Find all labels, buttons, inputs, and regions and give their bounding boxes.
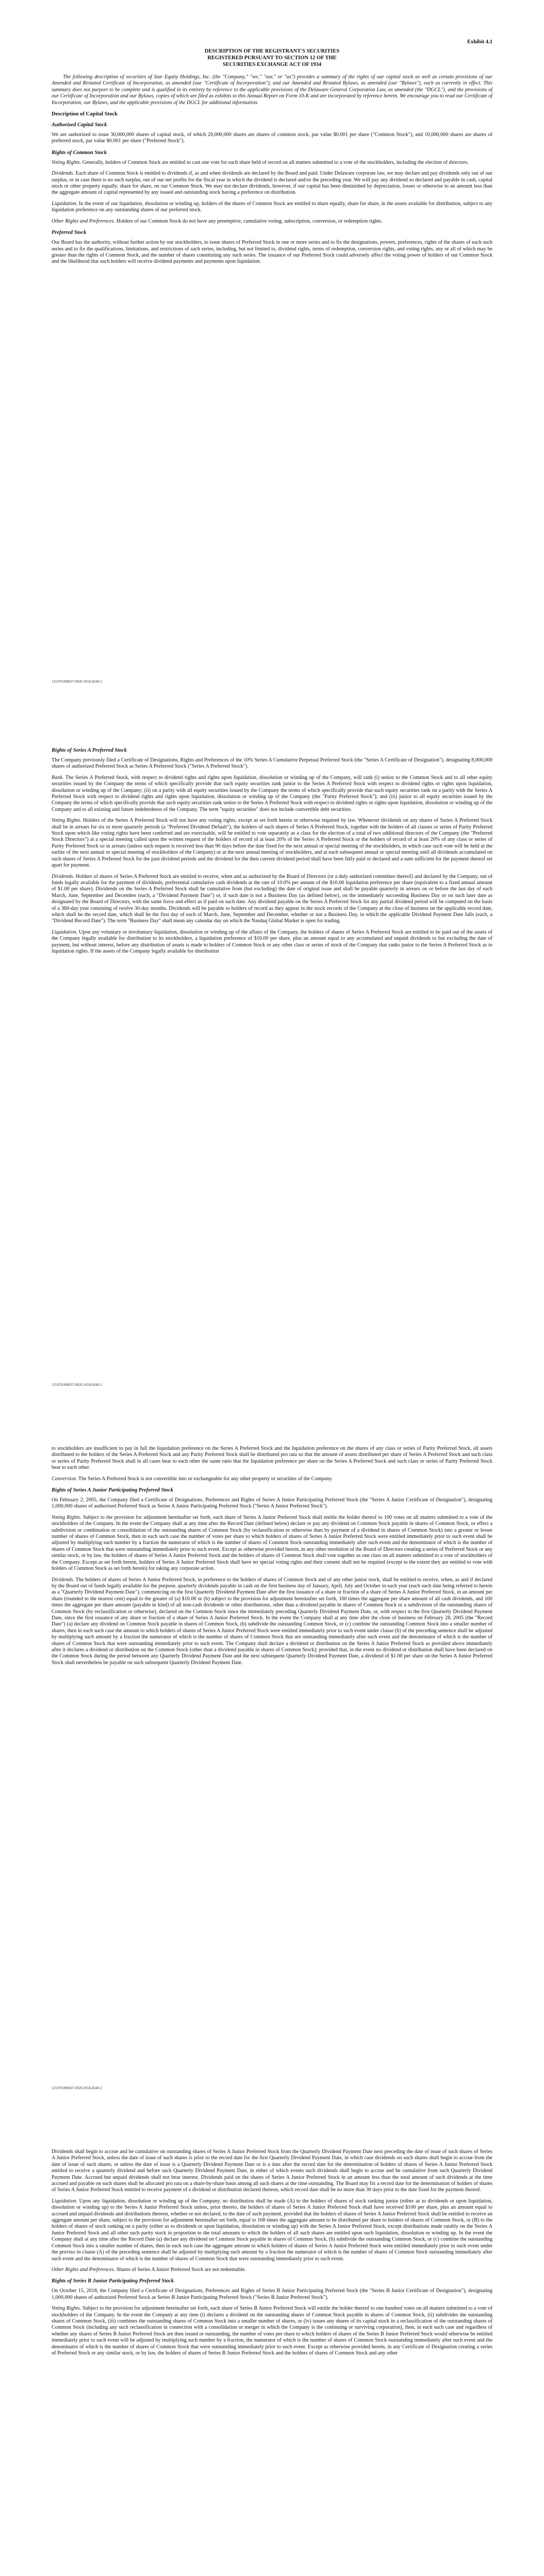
section-heading-preferred-stock: Preferred Stock	[52, 230, 87, 236]
common-dividends-paragraph	[52, 171, 492, 196]
series-a-liquidation-continued: to stockholders are insufficient to pay in full the liquidation preference on the Series A Preferred Stock and the liquidation preference on the shares of any class or series of Parity Preferred Stock, all assets distributed to the holders of the Series A Preferred Stock and any Parity Preferred Stock shall be distributed pro rata so that the amount of assets distributed per share of Series A Preferred Stock and such class or series of Parity Preferred Stock shall in all cases bear to each other the same ratio that the liquidation preference per share on the Series A Preferred Stock and such class or series of Parity Preferred Stock bear to each other.	[52, 1446, 492, 1471]
common-voting-paragraph	[52, 160, 492, 166]
paragraph-text: The holders of shares of Series A Junior Preferred Stock, in preference to the holders of shares of Common Stock and of any other junior stock, shall be entitled to receive, when, as and if declared by the Board out of funds legally available for the purpose, quarterly dividends payable in cash on the first business day of January, April, July and October in each year (each such date being referred to herein as a "Quarterly Dividend Payment Date"), commencing on the first Quarterly Dividend Payment Date after the first issuance of a share or fraction of a share of Series A Junior Preferred Stock, in an amount per share (rounded to the nearest cent) equal to the greater of (a) $10.00 or (b) subject to the provision for adjustment hereinafter set forth, 100 times the aggregate per share amount of all cash dividends, and 100 times the aggregate per share amount (payable in kind) of all non-cash dividends or other distributions, other than a dividend payable in shares of Common Stock or a subdivision of the outstanding shares of Common Stock (by reclassification or otherwise), declared on the Common Stock since the immediately preceding Quarterly Dividend Payment Date, or, with respect to the first Quarterly Dividend Payment Date, since the first issuance of any share or fraction of a share of Series A Junior Preferred Stock. In the event the Company shall at any time after the close of business on February 28, 2005 (the "Record Date") (a) declare any dividend on Common Stock payable in shares of Common Stock, (b) subdivide the outstanding Common Stock, or (c) combine the outstanding Common Stock into a smaller number of shares, then in each such case the amount to which holders of shares of Series A Junior Preferred Stock were entitled immediately prior to such event under clause (b) of the preceding sentence shall be adjusted by multiplying such amount by a fraction the numerator of which is the number of shares of Common Stock that are outstanding immediately after such event and the denominator of which is the number of shares of Common Stock that were outstanding immediately prior to such event. The Company shall declare a dividend or distribution on the Series A Junior Preferred Stock as provided above immediately after it declares a dividend or distribution on the Common Stock (other than a dividend payable in shares of Common Stock); provided that, in the event no dividend or distribution shall have been declared on the Common Stock during the period between any Quarterly Dividend Payment Date and the next subsequent Quarterly Dividend Payment Date, a dividend of $1.00 per share on the Series A Junior Preferred Stock shall nevertheless be payable on such subsequent Quarterly Dividend Payment Date.	[52, 1577, 492, 1666]
page-2	[0, 703, 544, 1406]
section-heading-series-b-junior: Rights of Series B Junior Participating Preferred Stock	[52, 2278, 174, 2284]
lead-label: Other Rights and Preferences.	[52, 218, 116, 224]
lead-label: Voting Rights.	[52, 818, 81, 824]
section-heading-series-a: Rights of Series A Preferred Stock	[52, 748, 127, 753]
preferred-paragraph: Our Board has the authority, without further action by our stockholders, to issue shares of Preferred Stock in one or more series and to fix the designations, powers, preferences, rights of the shares of each such series and to fix the qualifications, limitations, and restrictions of such series, including, but not limited to, dividend rights, terms of redemption, conversion rights, and voting rights, any or all of which may be greater than the rights of Common Stock, and the number of shares constituting any such series. The issuance of our Preferred Stock could adversely affect the voting power of holders of our Common Stock and the likelihood that such holders will receive dividend payments and payments upon liquidation.	[52, 240, 492, 265]
document-title	[52, 48, 492, 68]
title-line: SECURITIES EXCHANGE ACT OF 1934	[222, 62, 322, 67]
common-other-paragraph	[52, 218, 492, 225]
series-b-junior-voting-paragraph	[52, 2306, 492, 2357]
lead-label: Liquidation.	[52, 2198, 78, 2204]
paragraph-text: Holders of the Series A Preferred Stock will not have any voting rights, except as set forth herein or otherwise required by law. Whenever dividends on any shares of Series A Preferred Stock shall be in arrears for six or more quarterly periods (a "Preferred Dividend Default"), the holders of such shares of Series A Preferred Stock, together with the holders of all classes or series of Parity Preferred Stock upon which like voting rights have been conferred and are exercisable, will be entitled to vote separately as a class for the election of a total of two additional directors of the Company (the "Preferred Stock Directors") at a special meeting called upon the written request of the holders of record of at least 20% of the Series A Preferred Stock or the holders of record of at least 20% of any class or series of Parity Preferred Stock so in arrears (unless such request is received less than 90 days before the date fixed for the next annual or special meeting of the stockholders, in which case such vote will be held at the earlier of the next annual or special meeting of stockholders of the Company) or at the next annual meeting of stockholders, and at each subsequent annual or special meeting until all dividends accumulated on such shares of Series A Preferred Stock for the past dividend periods and the dividend for the then current dividend period shall have been fully paid or declared and a sum sufficient for the payment thereof set apart for payment.	[52, 818, 492, 869]
series-a-junior-voting-paragraph	[52, 1515, 492, 1572]
paragraph-text: Holders of shares of Series A Preferred Stock are entitled to receive, when and as authorized by the Board of Directors (or a duly authorized committee thereof) and declared by the Company, out of funds legally available for the payment of dividends, preferential cumulative cash dividends at the rate of 10.0% per annum of the $10.00 liquidation preference per share (equivalent to a fixed annual amount of $1.00 per share). Dividends on the Series A Preferred Stock shall be cumulative from (but excluding) the date of original issue and shall be payable quarterly in arrears on or before the last day of each March, June, September and December (each, a "Dividend Payment Date") or, if such date is not a Business Day (as defined below), on the immediately succeeding Business Day or on such later date as designated by the Board of Directors, with the same force and effect as if paid on such date. Any dividend payable on the Series A Preferred Stock for any partial dividend period will be computed on the basis of a 360-day year consisting of twelve 30-day months. Dividends will be payable to holders of record as they appear in the stock records of the Company at the close of business on the applicable record date, which shall be the record date, which shall be the first day of each of March, June, September and December, whether or not a Business Day, in which the applicable Dividend Payment Date falls (each, a "Dividend Record Date"). The term "Business Day" shall mean any calendar day on which the Nasdaq Global Market is open for trading.	[52, 873, 493, 924]
lead-label: Voting Rights.	[52, 1514, 81, 1520]
paragraph-text: The Series A Preferred Stock is not convertible into or exchangeable for any other property or securities of the Company.	[78, 1476, 333, 1482]
authorized-paragraph: We are authorized to issue 30,000,000 shares of capital stock, of which 20,000,000 shares are shares of common stock, par value $0.001 per share ("Common Stock"), and 10,000,000 shares are shares of preferred stock, par value $0.001 per share ("Preferred Stock").	[52, 132, 492, 144]
series-a-junior-dividends-paragraph	[52, 1577, 492, 1667]
series-a-liquidation-paragraph	[52, 929, 492, 955]
lead-label: Dividends.	[52, 171, 74, 177]
footer-code: 125978.000037/4920-3658-8240.2	[52, 680, 102, 684]
lead-label: Conversion.	[52, 1476, 77, 1482]
common-liquidation-paragraph	[52, 201, 492, 214]
series-a-junior-intro-paragraph: On February 2, 2005, the Company filed a Certificate of Designations, Preferences and Rights of Series A Junior Participating Preferred Stock (the "Series A Junior Certificate of Designation"), designating 1,000,000 shares of authorized Preferred Stock as Series A Junior Participating Preferred Stock ("Series A Junior Preferred Stock").	[52, 1497, 492, 1510]
lead-label: Dividends.	[52, 873, 74, 879]
footer-code: 125978.000037/4920-3658-8240.2	[52, 2086, 102, 2090]
intro-paragraph: The following description of securities of Star Equity Holdings, Inc. (the "Company," "we," "our," or "us") provides a summary of the rights of our capital stock as well as certain provisions of our Amended and Restated Certificate of Incorporation, as amended (our "Certificate of Incorporation"), and our Amended and Restated Bylaws, as amended (our "Bylaws"), each as currently in effect. This summary does not purport to be complete and is qualified in its entirety by reference to the applicable provisions of the Delaware General Corporation Law, as amended (the "DGCL"), and the provisions of our Certificate of Incorporation and our Bylaws, copies of which are filed as exhibits to this Annual Report on Form 10-K and are incorporated by reference herein. We encourage you to read our Certificate of Incorporation, our Bylaws, and the applicable provisions of the DGCL for additional information.	[52, 74, 492, 106]
paragraph-text: Holders of our Common Stock do not have any preemptive, cumulative voting, subscription, conversion, or redemption rights.	[116, 218, 383, 224]
lead-label: Rank.	[52, 774, 64, 781]
footer-code: 125978.000037/4920-3658-8240.2	[52, 1383, 102, 1387]
paragraph-text: Shares of Series A Junior Preferred Stock are not redeemable.	[116, 2266, 246, 2273]
lead-label: Other Rights and Preferences.	[52, 2266, 116, 2273]
section-heading-common-stock: Rights of Common Stock	[52, 149, 107, 156]
section-heading-authorized: Authorized Capital Stock	[52, 122, 107, 128]
series-a-conversion-paragraph	[52, 1476, 492, 1482]
series-a-junior-accrual-paragraph: Dividends shall begin to accrue and be cumulative on outstanding shares of Series A Junior Preferred Stock from the Quarterly Dividend Payment Date next preceding the date of issue of such shares of Series A Junior Preferred Stock, unless the date of issue of such shares is prior to the record date for the first Quarterly Dividend Payment Date, in which case dividends on such shares shall begin to accrue from the date of issue of such shares, or unless the date of issue is a Quarterly Dividend Payment Date or is a date after the record date for the determination of holders of shares of Series A Junior Preferred Stock entitled to receive a quarterly dividend and before such Quarterly Dividend Payment Date, in either of which events such dividends shall begin to accrue and be cumulative from such Quarterly Dividend Payment Date. Accrued but unpaid dividends shall not bear interest. Dividends paid on the shares of Series A Junior Preferred Stock in an amount less than the total amount of such dividends at the time accrued and payable on such shares shall be allocated pro rata on a share-by-share basis among all such shares at the time outstanding. The Board may fix a record date for the determination of holders of shares of Series A Junior Preferred Stock entitled to receive payment of a dividend or distribution declared thereon, which record date shall be no more than 30 days prior to the date fixed for the payment thereof.	[52, 2149, 492, 2193]
lead-label: Voting Rights.	[52, 159, 81, 165]
lead-label: Voting Rights.	[52, 2306, 81, 2312]
exhibit-label: Exhibit 4.1	[467, 39, 492, 45]
paragraph-text: Generally, holders of Common Stock are entitled to cast one vote for each share held of record on all matters submitted to a vote of the stockholders, including the election of directors.	[82, 159, 469, 165]
series-a-intro-paragraph: The Company previously filed a Certificate of Designations, Rights and Preferences of the 10% Series A Cumulative Perpetual Preferred Stock (the "Series A Certificate of Designation"), designating 8,000,000 shares of authorized Preferred Stock as Series A Preferred Stock ("Series A Preferred Stock").	[52, 757, 492, 770]
section-heading-capital-stock: Description of Capital Stock	[52, 111, 118, 117]
paragraph-text: Upon any voluntary or involuntary liquidation, dissolution or winding up of the affairs of the Company, the holders of shares of Series A Preferred Stock are entitled to be paid out of the assets of the Company legally available for distribution to its stockholders, a liquidation preference of $10.00 per share, plus an amount equal to any accumulated and unpaid dividends to but excluding the date of payment, but without interest, before any distribution of assets is made to holders of Common Stock or any other class or series of stock of the Company that ranks junior to the Series A Preferred Stock as to liquidation rights. If the assets of the Company legally available for distribution	[52, 929, 493, 954]
paragraph-text: Each share of Common Stock is entitled to dividends if, as and when dividends are declared by the Board and paid. Under Delaware corporate law, we may declare and pay dividends only out of our surplus, or in case there is no such surplus, out of our net profits for the fiscal year in which the dividend is declared and/or the preceding year. We will pay any dividend so declared and payable in cash, capital stock or other property equally, share for share, on our Common Stock. We may not declare dividends, however, if our capital has been diminished by depreciation, losses or otherwise to an amount less than the aggregate amount of capital represented by any issued and outstanding stock having a preference on distribution.	[52, 171, 492, 196]
lead-label: Dividends.	[52, 1577, 74, 1583]
lead-label: Liquidation.	[52, 929, 78, 935]
paragraph-text: In the event of our liquidation, dissolution or winding up, holders of the shares of Common Stock are entitled to share equally, share for share, in the assets available for distribution, subject to any liquidation preference on any outstanding shares of our preferred stock.	[52, 200, 492, 213]
series-a-junior-liquidation-paragraph	[52, 2198, 492, 2262]
title-line: DESCRIPTION OF THE REGISTRANT'S SECURITIES	[204, 48, 340, 54]
series-b-junior-intro-paragraph: On October 15, 2018, the Company filed a Certificate of Designations, Preferences and Rights of Series B Junior Participating Preferred Stock (the "Series B Junior Certificate of Designation"), designating 1,000,000 shares of authorized Preferred Stock as Series B Junior Participating Preferred Stock ("Series B Junior Preferred Stock").	[52, 2288, 492, 2300]
paragraph-text: Subject to the provision for adjustment hereinafter set forth, each share of Series B Junior Preferred Stock will entitle the holder thereof to one hundred votes on all matters submitted to a vote of stockholders of the Company. In the event the Company at any time (i) declares a dividend on the outstanding shares of Common Stock payable in shares of Common Stock, (ii) subdivides the outstanding shares of Common Stock, (iii) combines the outstanding shares of Common Stock into a smaller number of shares, or (iv) issues any shares of its capital stock in a reclassification of the outstanding shares of Common Stock (including any such reclassification in connection with a consolidation or merger in which the Company is the continuing or surviving corporation), then, in each such case and regardless of whether any shares of Series B Junior Preferred Stock are then issued or outstanding, the number of votes per share to which holders of shares of the Series B Junior Preferred Stock would otherwise be entitled immediately prior to such event will be adjusted by multiplying such number by a fraction, the numerator of which is the number of shares of Common Stock outstanding immediately after such event and the denominator of which is the number of shares of Common Stock that were outstanding immediately prior to such event. Except as otherwise provided herein, in any Certificate of Designation creating a series of Preferred Stock or any similar stock, or by law, the holders of shares of Series B Junior Preferred Stock and the holders of shares of Common Stock and any other	[52, 2306, 492, 2356]
paragraph-text: Subject to the provision for adjustment hereinafter set forth, each share of Series A Junior Preferred Stock shall entitle the holder thereof to 100 votes on all matters submitted to a vote of the stockholders of the Company. In the event the Company shall at any time after the Record Date (defined below) declare or pay any dividend on Common Stock payable in shares of Common Stock, or effect a subdivision or combination or consolidation of the outstanding shares of Common Stock (by reclassification or otherwise than by payment of a dividend in shares of Common Stock) into a greater or lesser number of shares of Common Stock, then in each such case the number of votes per share to which holders of shares of Series A Junior Preferred Stock were entitled immediately prior to such event shall be adjusted by multiplying such number by a fraction the numerator of which is the number of shares of Common Stock outstanding immediately after such event and the denominator of which is the number of shares of Common Stock that were outstanding immediately prior to such event. Except as otherwise provided herein, in any other resolution of the Board of Directors creating a series of Preferred Stock or any similar stock, or by law, the holders of shares of Series A Junior Preferred Stock and the holders of shares of Common Stock shall vote together as one class on all matters submitted to a vote of stockholders of the Company. Except as set forth herein, holders of Series A Junior Preferred Stock shall have no special voting rights and their consent shall not be required (except to the extent they are entitled to vote with holders of Common Stock as set forth herein) for taking any corporate action.	[52, 1514, 493, 1572]
page-1	[0, 0, 544, 703]
series-a-junior-other-paragraph	[52, 2267, 492, 2273]
paragraph-text: Upon any liquidation, dissolution or winding up of the Company, no distribution shall be made (A) to the holders of shares of stock ranking junior (either as to dividends or upon liquidation, dissolution or winding up) to the Series A Junior Preferred Stock unless, prior thereto, the holders of shares of Series A Junior Preferred Stock shall have received $100 per share, plus an amount equal to accrued and unpaid dividends and distributions thereon, whether or not declared, to the date of such payment, provided that the holders of shares of Series A Junior Preferred Stock shall be entitled to receive an aggregate amount per share, subject to the provision for adjustment hereinafter set forth, equal to 100 times the aggregate amount to be distributed per share to holders of shares of Common Stock, or (B) to the holders of shares of stock ranking on a parity (either as to dividends or upon liquidation, dissolution or winding up) with the Series A Junior Preferred Stock, except distributions made ratably on the Series A Junior Preferred Stock and all other such parity stock in proportion to the total amounts to which the holders of all such shares are entitled upon such liquidation, dissolution or winding up. In the event the Company shall at any time after the Record Date (a) declare any dividend on Common Stock payable in shares of Common Stock, (b) subdivide the outstanding Common Stock, or (c) combine the outstanding Common Stock into a smaller number of shares, then in each such case the aggregate amount to which holders of shares of Series A Junior Preferred Stock were entitled immediately prior to such event under the proviso in clause (A) of the preceding sentence shall be adjusted by multiplying such amount by a fraction the numerator of which is the number of shares of Common Stock outstanding immediately after such event and the denominator of which is the number of shares of Common Stock that were outstanding immediately prior to such event.	[52, 2198, 492, 2262]
series-a-voting-paragraph	[52, 818, 492, 869]
paragraph-text: The Series A Preferred Stock, with respect to dividend rights and rights upon liquidation, dissolution or winding up of the Company, will rank (i) senior to the Common Stock and to all other equity securities issued by the Company the terms of which specifically provide that such equity securities rank junior to the Series A Preferred Stock with respect to dividend rights or rights upon liquidation, dissolution or winding up of the Company; (ii) on a parity with all equity securities issued by the Company the terms of which specifically provide that such equity securities rank on a parity with the Series A Preferred Stock with respect to dividend rights and rights upon liquidation, dissolution or winding up of the Company (the "Parity Preferred Stock"); and (iii) junior to all equity securities issued by the Company the terms of which specifically provide that such equity securities rank senior to the Series A Preferred Stock with respect to dividend rights or rights upon liquidation, dissolution or winding up of the Company and to all existing and future indebtedness of the Company. The term "equity securities" does not include convertible debt securities.	[52, 774, 492, 812]
title-line: REGISTERED PURSUANT TO SECTION 12 OF THE	[207, 55, 337, 61]
page-4	[0, 2110, 544, 2576]
section-heading-series-a-junior: Rights of Series A Junior Participating Preferred Stock	[52, 1487, 174, 1494]
series-a-dividends-paragraph	[52, 874, 492, 925]
page-3	[0, 1406, 544, 2110]
series-a-rank-paragraph	[52, 775, 492, 813]
lead-label: Liquidation.	[52, 200, 78, 207]
